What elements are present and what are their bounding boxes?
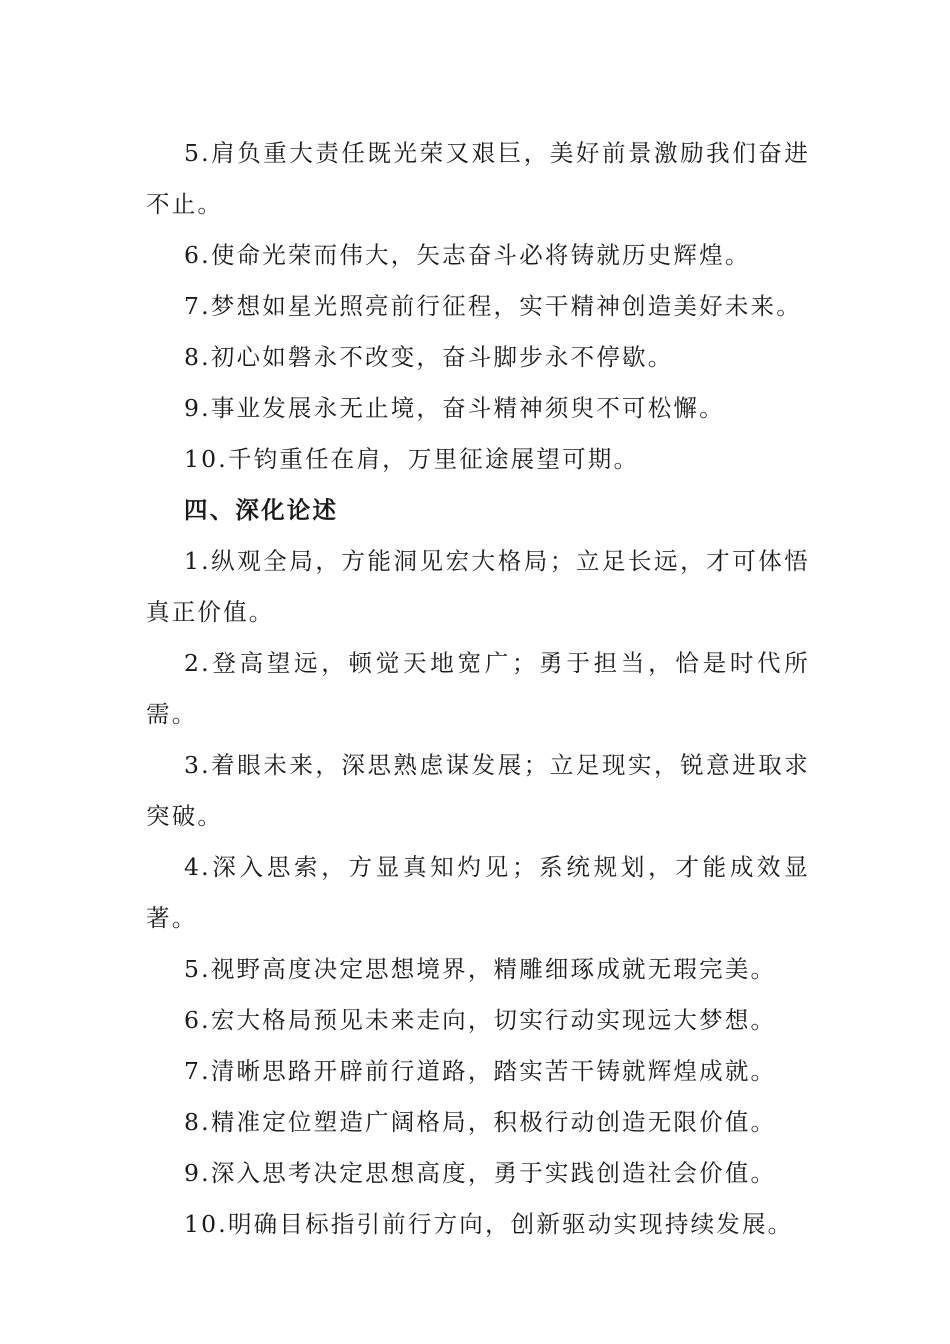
list-item-4-1: 1.纵观全局，方能洞见宏大格局；立足长远，才可体悟真正价值。 xyxy=(146,547,810,626)
list-item-4-8: 8.精准定位塑造广阔格局，积极行动创造无限价值。 xyxy=(184,1108,777,1136)
list-item-4-10: 10.明确目标指引前行方向，创新驱动实现持续发展。 xyxy=(184,1210,794,1238)
document-body xyxy=(146,128,810,1250)
list-item-3-9: 9.事业发展永无止境，奋斗精神须臾不可松懈。 xyxy=(184,394,725,422)
list-item-3-8: 8.初心如磐永不改变，奋斗脚步永不停歇。 xyxy=(184,343,674,371)
list-item-4-3: 3.着眼未来，深思熟虑谋发展；立足现实，锐意进取求突破。 xyxy=(146,751,810,830)
list-item-4-7: 7.清晰思路开辟前行道路，踏实苦干铸就辉煌成就。 xyxy=(184,1057,777,1085)
section-heading: 四、深化论述 xyxy=(184,496,339,524)
list-item-3-10: 10.千钧重任在肩，万里征途展望可期。 xyxy=(184,445,640,473)
list-item-3-5: 5.肩负重大责任既光荣又艰巨，美好前景激励我们奋进不止。 xyxy=(146,139,810,218)
list-item-4-6: 6.宏大格局预见未来走向，切实行动实现远大梦想。 xyxy=(184,1006,777,1034)
list-item-4-5: 5.视野高度决定思想境界，精雕细琢成就无瑕完美。 xyxy=(184,955,777,983)
list-item-4-2: 2.登高望远，顿觉天地宽广；勇于担当，恰是时代所需。 xyxy=(146,649,810,728)
list-item-3-6: 6.使命光荣而伟大，矢志奋斗必将铸就历史辉煌。 xyxy=(184,241,751,269)
list-item-4-4: 4.深入思索，方显真知灼见；系统规划，才能成效显著。 xyxy=(146,853,810,932)
list-item-4-9: 9.深入思考决定思想高度，勇于实践创造社会价值。 xyxy=(184,1159,777,1187)
list-item-3-7: 7.梦想如星光照亮前行征程，实干精神创造美好未来。 xyxy=(184,292,802,320)
